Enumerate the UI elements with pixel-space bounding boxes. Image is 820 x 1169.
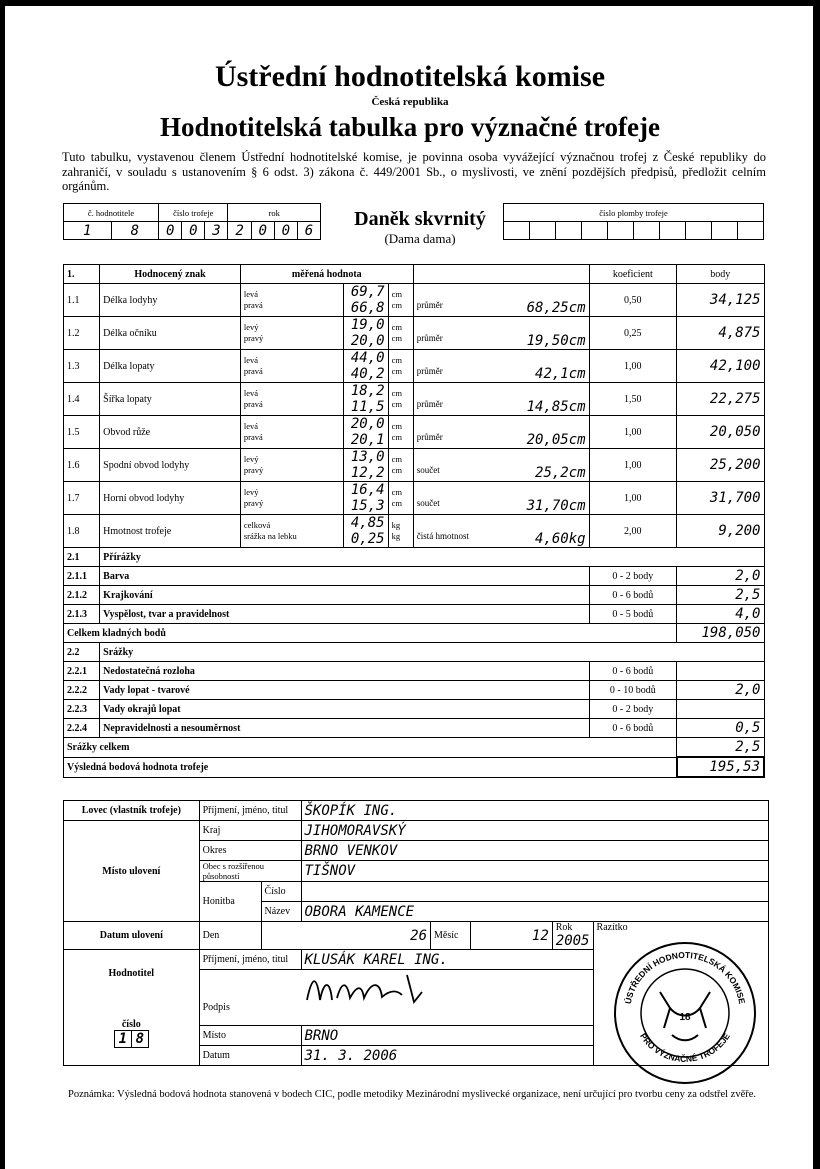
deductions-row <box>64 700 765 719</box>
official-stamp <box>612 940 758 1086</box>
deductions-name: Nepravidelnosti a nesouměrnost <box>100 719 589 738</box>
measured-value[interactable]: 13,0 <box>350 449 385 465</box>
side-label: celková <box>243 520 271 530</box>
row-number: 1.1 <box>64 284 100 317</box>
seal-digit-cell[interactable] <box>530 222 556 240</box>
seal-digit-cell[interactable] <box>712 222 738 240</box>
unit: cm <box>391 498 402 508</box>
measured-value[interactable]: 15,3 <box>350 498 385 514</box>
signature-label: Podpis <box>202 1002 230 1013</box>
scan-border-right <box>813 0 820 1169</box>
bonus-points[interactable]: 2,5 <box>677 586 764 605</box>
ground-number-value[interactable] <box>301 882 769 902</box>
bonus-points[interactable]: 4,0 <box>677 605 764 624</box>
measured-value[interactable]: 18,2 <box>350 383 385 399</box>
evaluator-name-value[interactable]: KLUSÁK KAREL ING. <box>301 950 593 970</box>
seal-number-box <box>503 203 764 240</box>
aggregate-value[interactable]: 20,05cm <box>526 432 586 448</box>
aggregate-cell <box>413 515 589 548</box>
measurement-row <box>64 416 765 449</box>
side-label: levý <box>243 454 259 464</box>
evaluator-number-text: číslo <box>121 1018 141 1030</box>
unit: cm <box>391 300 402 310</box>
region-label: Kraj <box>199 821 301 841</box>
measured-value[interactable]: 11,5 <box>350 399 385 415</box>
aggregate-cell <box>413 317 589 350</box>
measured-values <box>344 317 388 350</box>
aggregate-cell <box>413 383 589 416</box>
hunter-name-value[interactable]: ŠKOPÍK ING. <box>301 801 769 821</box>
seal-digit-cell[interactable] <box>556 222 582 240</box>
coefficient: 1,00 <box>589 416 676 449</box>
units <box>388 317 413 350</box>
district-label: Okres <box>199 841 301 861</box>
year-value[interactable]: 2005 <box>555 933 590 949</box>
deductions-num: 2.2.3 <box>64 700 100 719</box>
row-number: 1.4 <box>64 383 100 416</box>
seal-digit-cell[interactable] <box>660 222 686 240</box>
hunter-name-label: Příjmení, jméno, titul <box>199 801 301 821</box>
aggregate-value[interactable]: 68,25cm <box>526 300 586 316</box>
deductions-range: 0 - 2 body <box>589 700 676 719</box>
deductions-points[interactable]: 0,5 <box>677 719 764 738</box>
seal-digit-cell[interactable] <box>686 222 712 240</box>
positive-total-value[interactable]: 198,050 <box>677 624 764 643</box>
header-coefficient: koeficient <box>589 265 676 284</box>
points[interactable]: 22,275 <box>677 383 764 416</box>
evaluator-name-label: Příjmení, jméno, titul <box>199 950 301 970</box>
side-label: levá <box>243 421 259 431</box>
year-label-lower <box>552 922 593 950</box>
day-label: Den <box>199 922 261 950</box>
seal-digit-cell[interactable] <box>634 222 660 240</box>
points[interactable]: 25,200 <box>677 449 764 482</box>
coefficient: 1,00 <box>589 449 676 482</box>
side-labels <box>240 482 344 515</box>
evaluator-label: Hodnotitel <box>108 967 155 979</box>
country-subtitle: Česká republika <box>371 96 449 108</box>
row-number: 1.5 <box>64 416 100 449</box>
bonus-name: Krajkování <box>100 586 589 605</box>
commission-title: Ústřední hodnotitelská komise <box>214 60 606 93</box>
aggregate-label: součet <box>416 465 440 475</box>
seal-digit-cell[interactable] <box>738 222 764 240</box>
deductions-row <box>64 719 765 738</box>
measured-value[interactable]: 69,7 <box>350 284 385 300</box>
points[interactable]: 9,200 <box>677 515 764 548</box>
unit: cm <box>391 355 402 365</box>
evaluator-number-digit[interactable]: 1 <box>115 1031 132 1047</box>
header-measured: měřená hodnota <box>240 265 413 284</box>
side-labels <box>240 383 344 416</box>
footnote: Poznámka: Výsledná bodová hodnota stanovená v bodech CIC, podle metodiky Mezinárodní myslivecké organizace, není určující pro tvorbu ceny za odstřel zvěře. <box>68 1089 757 1100</box>
side-label: pravý <box>243 498 264 508</box>
unit: cm <box>391 421 402 431</box>
final-score-label: Výsledná bodová hodnota trofeje <box>64 757 677 777</box>
row-trait: Šířka lopaty <box>100 383 241 416</box>
form-title: Hodnotitelská tabulka pro význačné trofeje <box>159 112 660 142</box>
final-score-value[interactable]: 195,53 <box>677 757 764 777</box>
deductions-range: 0 - 6 bodů <box>589 662 676 681</box>
side-labels <box>240 515 344 548</box>
aggregate-label: čistá hmotnost <box>416 531 469 541</box>
measured-value[interactable]: 40,2 <box>350 366 385 382</box>
region-value[interactable]: JIHOMORAVSKÝ <box>301 821 769 841</box>
units <box>388 383 413 416</box>
unit: cm <box>391 487 402 497</box>
row-trait: Spodní obvod lodyhy <box>100 449 241 482</box>
trophy-number-label: číslo trofeje <box>159 204 228 222</box>
unit: kg <box>391 520 401 530</box>
measured-values <box>344 350 388 383</box>
seal-digit-cell[interactable] <box>504 222 530 240</box>
scoring-table <box>63 264 765 778</box>
unit: cm <box>391 388 402 398</box>
side-label: levá <box>243 388 259 398</box>
year-digit[interactable]: 6 <box>297 222 320 240</box>
aggregate-label: průměr <box>416 432 443 442</box>
aggregate-value[interactable]: 42,1cm <box>535 366 586 382</box>
aggregate-label: průměr <box>416 366 443 376</box>
side-labels <box>240 449 344 482</box>
row-trait: Horní obvod lodyhy <box>100 482 241 515</box>
measured-value[interactable]: 12,2 <box>350 465 385 481</box>
trophy-digit[interactable]: 3 <box>205 222 228 240</box>
unit: cm <box>391 465 402 475</box>
row-number: 1.8 <box>64 515 100 548</box>
measurement-row <box>64 317 765 350</box>
aggregate-cell <box>413 482 589 515</box>
points[interactable]: 42,100 <box>677 350 764 383</box>
ground-name-label: Název <box>261 902 301 922</box>
unit: cm <box>391 322 402 332</box>
year-label-text: Rok <box>555 922 573 933</box>
units <box>388 482 413 515</box>
bonus-points[interactable]: 2,0 <box>677 567 764 586</box>
date2-value[interactable]: 31. 3. 2006 <box>301 1046 593 1066</box>
side-label: pravá <box>243 366 263 376</box>
aggregate-cell <box>413 416 589 449</box>
deductions-row <box>64 662 765 681</box>
side-label: levá <box>243 355 259 365</box>
ground-label: Honitba <box>199 882 261 922</box>
place2-value[interactable]: BRNO <box>301 1026 593 1046</box>
aggregate-label: průměr <box>416 300 443 310</box>
measurement-row <box>64 449 765 482</box>
trophy-digit[interactable]: 0 <box>159 222 182 240</box>
measured-value[interactable]: 4,85 <box>350 515 385 531</box>
measurement-row <box>64 383 765 416</box>
deductions-points[interactable]: 2,0 <box>677 681 764 700</box>
municipality-value[interactable]: TIŠNOV <box>301 861 769 882</box>
side-label: pravý <box>243 333 264 343</box>
species-name: Daněk skvrnitý <box>354 208 486 230</box>
positive-total-label: Celkem kladných bodů <box>64 624 677 643</box>
row-number: 1.6 <box>64 449 100 482</box>
unit: cm <box>391 399 402 409</box>
row-trait: Délka lodyhy <box>100 284 241 317</box>
points[interactable]: 4,875 <box>677 317 764 350</box>
seal-digit-cell[interactable] <box>608 222 634 240</box>
scan-border-top <box>0 0 820 6</box>
measured-value[interactable]: 66,8 <box>350 300 385 316</box>
bonus-range: 0 - 2 body <box>589 567 676 586</box>
header-trait: Hodnocený znak <box>100 265 241 284</box>
points[interactable]: 34,125 <box>677 284 764 317</box>
place-label: Místo ulovení <box>64 821 200 922</box>
row-number: 1.7 <box>64 482 100 515</box>
unit: kg <box>391 531 401 541</box>
points[interactable]: 31,700 <box>677 482 764 515</box>
row-trait: Obvod růže <box>100 416 241 449</box>
trophy-digit[interactable]: 0 <box>182 222 205 240</box>
stamp-top-text: ÚSTŘEDNÍ HODNOTITELSKÁ KOMISE <box>622 949 748 1005</box>
header-empty <box>413 265 589 284</box>
side-labels <box>240 416 344 449</box>
coefficient: 2,00 <box>589 515 676 548</box>
month-value[interactable]: 12 <box>470 922 552 950</box>
ground-name-value[interactable]: OBORA KAMENCE <box>301 902 769 922</box>
stamp-number: 18 <box>679 1012 691 1023</box>
bonus-name: Vyspělost, tvar a pravidelnost <box>100 605 589 624</box>
species-latin: (Dama dama) <box>384 231 456 246</box>
row-trait: Délka lopaty <box>100 350 241 383</box>
aggregate-cell <box>413 449 589 482</box>
aggregate-label: součet <box>416 498 440 508</box>
ground-number-label: Číslo <box>261 882 301 902</box>
measured-value[interactable]: 16,4 <box>350 482 385 498</box>
measured-value[interactable]: 44,0 <box>350 350 385 366</box>
stamp-bottom-text: PRO VÝZNAČNÉ TROFEJE <box>638 1031 732 1064</box>
measured-values <box>344 284 388 317</box>
evaluator-number-label: č. hodnotitele <box>64 204 159 222</box>
deductions-name: Nedostatečná rozloha <box>100 662 589 681</box>
section-num: 2.2 <box>64 643 100 662</box>
bonus-num: 2.1.3 <box>64 605 100 624</box>
deductions-total-label: Srážky celkem <box>64 738 677 758</box>
aggregate-value[interactable]: 4,60kg <box>535 531 586 547</box>
year-label: rok <box>228 204 321 222</box>
side-label: pravá <box>243 399 263 409</box>
side-label: srážka na lebku <box>243 531 297 541</box>
aggregate-cell <box>413 284 589 317</box>
measurement-row <box>64 515 765 548</box>
bonus-num: 2.1.2 <box>64 586 100 605</box>
measured-values <box>344 515 388 548</box>
intro-paragraph: Tuto tabulku, vystavenou členem Ústřední hodnotitelské komise, je povinna osoba vyvážející význačnou trofej z České republiky do zahraničí, v souladu s ustanovením § 6 odst. 3) zákona č. 449/2001 Sb., o myslivosti, ve znění pozdějších předpisů, předložit celním orgánům. <box>62 150 766 193</box>
measurement-row <box>64 350 765 383</box>
measured-value[interactable]: 0,25 <box>350 531 385 547</box>
deductions-name: Vady okrajů lopat <box>100 700 589 719</box>
measured-value[interactable]: 19,0 <box>350 317 385 333</box>
seal-number-label: číslo plomby trofeje <box>504 204 764 222</box>
unit: cm <box>391 432 402 442</box>
date-label: Datum ulovení <box>64 922 200 950</box>
deductions-num: 2.2.2 <box>64 681 100 700</box>
coefficient: 1,00 <box>589 350 676 383</box>
side-label: levý <box>243 487 259 497</box>
units <box>388 350 413 383</box>
evaluator-digit[interactable]: 1 <box>64 222 112 240</box>
coefficient: 1,00 <box>589 482 676 515</box>
aggregate-label: průměr <box>416 333 443 343</box>
measured-values <box>344 449 388 482</box>
measured-values <box>344 416 388 449</box>
deductions-range: 0 - 6 bodů <box>589 719 676 738</box>
units <box>388 284 413 317</box>
measured-value[interactable]: 20,0 <box>350 416 385 432</box>
stamp-label: Razítko <box>596 922 628 933</box>
aggregate-value[interactable]: 25,2cm <box>535 465 586 481</box>
day-value[interactable]: 26 <box>261 922 430 950</box>
units <box>388 449 413 482</box>
row-trait: Délka očníku <box>100 317 241 350</box>
district-value[interactable]: BRNO VENKOV <box>301 841 769 861</box>
aggregate-label: průměr <box>416 399 443 409</box>
bonus-range: 0 - 5 bodů <box>589 605 676 624</box>
measurement-row <box>64 482 765 515</box>
units <box>388 515 413 548</box>
side-label: pravý <box>243 465 264 475</box>
deductions-row <box>64 681 765 700</box>
section-num: 2.1 <box>64 548 100 567</box>
measured-values <box>344 482 388 515</box>
trophy-id-box <box>63 203 321 240</box>
side-label: pravá <box>243 300 263 310</box>
coefficient: 1,50 <box>589 383 676 416</box>
side-labels <box>240 350 344 383</box>
points[interactable]: 20,050 <box>677 416 764 449</box>
deductions-num: 2.2.1 <box>64 662 100 681</box>
deductions-num: 2.2.4 <box>64 719 100 738</box>
place2-label: Místo <box>199 1026 301 1046</box>
month-label: Měsíc <box>431 922 471 950</box>
scan-border-left <box>0 0 5 1169</box>
measurement-row <box>64 284 765 317</box>
bonus-row <box>64 586 765 605</box>
row-number: 1.2 <box>64 317 100 350</box>
coefficient: 0,50 <box>589 284 676 317</box>
species-block <box>335 208 505 247</box>
deductions-range: 0 - 10 bodů <box>589 681 676 700</box>
date2-label: Datum <box>199 1046 301 1066</box>
section-title: Přírážky <box>100 548 764 567</box>
deductions-points[interactable] <box>677 700 764 719</box>
section-title: Srážky <box>100 643 764 662</box>
unit: cm <box>391 454 402 464</box>
measured-values <box>344 383 388 416</box>
aggregate-value[interactable]: 19,50cm <box>526 333 586 349</box>
row-number: 1.3 <box>64 350 100 383</box>
bonus-row <box>64 605 765 624</box>
side-label: levá <box>243 289 259 299</box>
aggregate-value[interactable]: 14,85cm <box>526 399 586 415</box>
year-digit[interactable]: 2 <box>228 222 251 240</box>
unit: cm <box>391 289 402 299</box>
header-num: 1. <box>64 265 100 284</box>
row-trait: Hmotnost trofeje <box>100 515 241 548</box>
measured-value[interactable]: 20,1 <box>350 432 385 448</box>
signature-scribble <box>302 970 432 1010</box>
side-labels <box>240 317 344 350</box>
year-digit[interactable]: 0 <box>274 222 297 240</box>
aggregate-cell <box>413 350 589 383</box>
evaluator-number-box <box>114 1030 149 1048</box>
unit: cm <box>391 333 402 343</box>
unit: cm <box>391 366 402 376</box>
municipality-label: Obec s rozšířenou působností <box>199 861 301 882</box>
year-digit[interactable]: 0 <box>251 222 274 240</box>
measured-value[interactable]: 20,0 <box>350 333 385 349</box>
side-label: levý <box>243 322 259 332</box>
header-points: body <box>677 265 764 284</box>
coefficient: 0,25 <box>589 317 676 350</box>
evaluator-digit[interactable]: 8 <box>111 222 159 240</box>
aggregate-value[interactable]: 31,70cm <box>526 498 586 514</box>
bonus-range: 0 - 6 bodů <box>589 586 676 605</box>
evaluator-number-digit[interactable]: 8 <box>135 1030 145 1047</box>
hunter-label: Lovec (vlastník trofeje) <box>64 801 200 821</box>
signature-cell[interactable] <box>199 970 593 1026</box>
evaluator-block <box>64 950 200 1066</box>
seal-digit-cell[interactable] <box>582 222 608 240</box>
deductions-total-value[interactable]: 2,5 <box>677 738 764 758</box>
deductions-name: Vady lopat - tvarové <box>100 681 589 700</box>
bonus-row <box>64 567 765 586</box>
side-label: pravá <box>243 432 263 442</box>
bonus-num: 2.1.1 <box>64 567 100 586</box>
side-labels <box>240 284 344 317</box>
units <box>388 416 413 449</box>
deductions-points[interactable] <box>677 662 764 681</box>
bonus-name: Barva <box>100 567 589 586</box>
